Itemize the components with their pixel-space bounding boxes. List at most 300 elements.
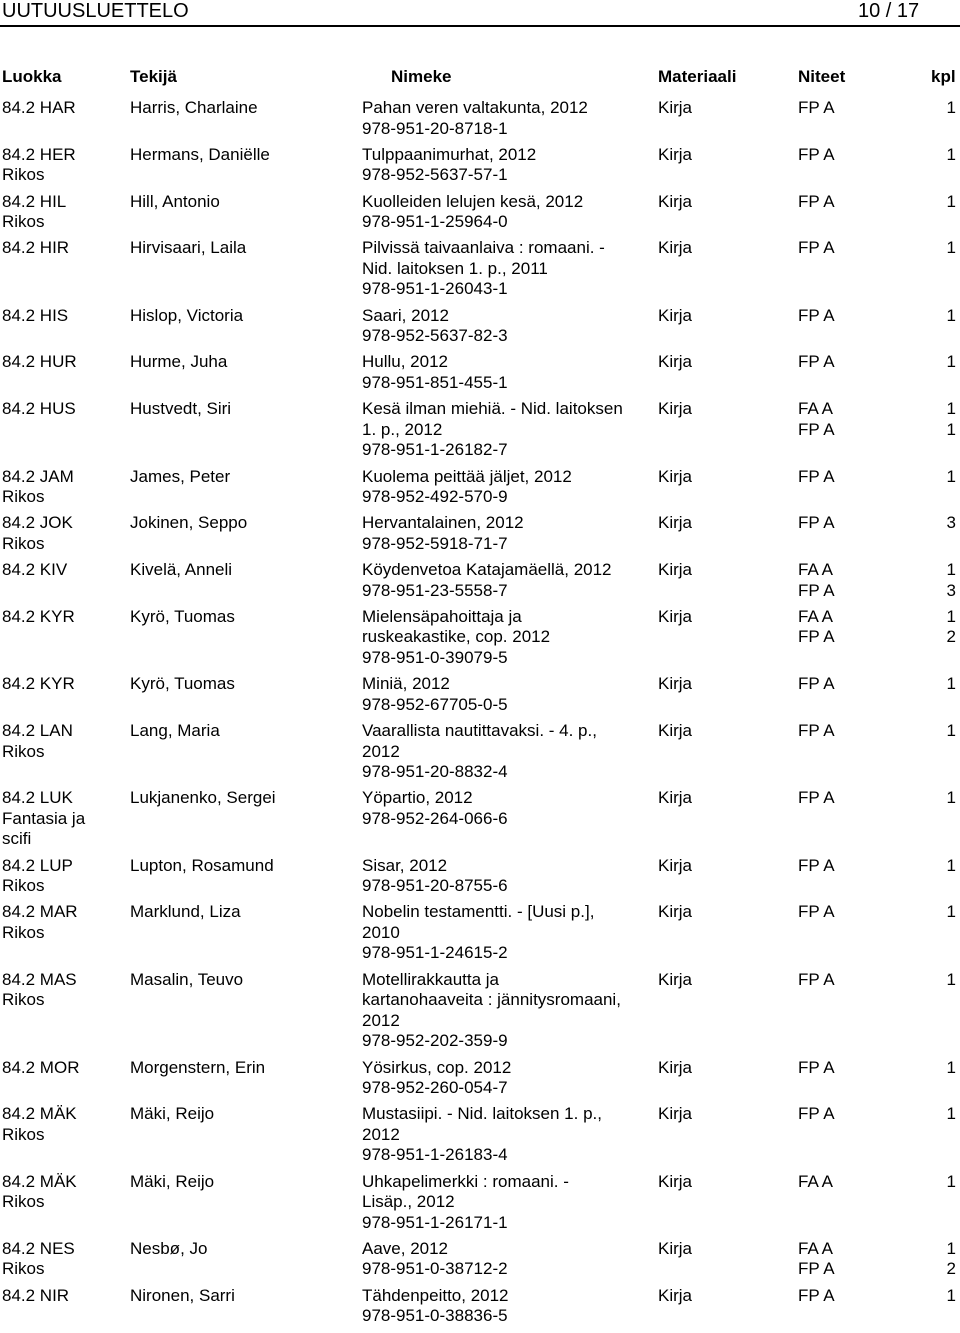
list-item — [0, 970, 960, 1058]
author-cell: Marklund, Liza — [130, 902, 241, 922]
author-cell: Kyrö, Tuomas — [130, 674, 235, 694]
copies-count-cell-line: 3 — [946, 513, 956, 533]
luokka-cell-line: 84.2 HIR — [2, 238, 70, 258]
copies-count-cell-line: 1 — [946, 352, 956, 372]
column-header-tekija: Tekijä — [130, 67, 177, 86]
luokka-cell-line: Rikos — [2, 1192, 45, 1212]
copies-count-cell-line: 1 — [946, 144, 956, 164]
author-cell: Harris, Charlaine — [130, 98, 258, 117]
material-cell: Kirja — [658, 352, 693, 372]
list-item — [0, 352, 960, 399]
copies-count-cell-line: 1 — [946, 674, 956, 694]
copies-location-cell-line: FP A — [798, 513, 835, 533]
title-cell-line: 2012 — [362, 741, 400, 761]
column-header-kpl: kpl — [931, 67, 956, 86]
title-cell-line: 978-951-1-24615-2 — [362, 943, 508, 963]
title-cell-line: Kuolema peittää jäljet, 2012 — [362, 466, 572, 486]
luokka-cell — [2, 560, 127, 581]
luokka-cell-line: Rikos — [2, 741, 45, 761]
copies-location-cell-line: FP A — [798, 466, 835, 486]
title-cell — [362, 306, 654, 347]
copies-count-cell-line: 1 — [946, 560, 956, 580]
luokka-cell-line: 84.2 MOR — [2, 1057, 80, 1077]
copies-count-cell — [920, 1058, 956, 1079]
copies-count-cell-line: 1 — [946, 1171, 956, 1191]
material-cell: Kirja — [658, 902, 693, 922]
copies-count-cell — [920, 674, 956, 695]
luokka-cell — [2, 306, 127, 327]
header-divider — [0, 25, 960, 27]
copies-count-cell — [920, 238, 956, 259]
title-cell — [362, 607, 654, 669]
author-cell: Nesbø, Jo — [130, 1238, 208, 1258]
copies-location-cell — [798, 306, 908, 327]
copies-count-cell — [920, 1239, 956, 1280]
material-cell: Kirja — [658, 238, 693, 258]
author-cell: Masalin, Teuvo — [130, 969, 244, 989]
author-cell: Hislop, Victoria — [130, 305, 244, 325]
title-cell-line: kartanohaaveita : jännitysromaani, — [362, 990, 621, 1010]
luokka-cell — [2, 970, 127, 1011]
copies-location-cell-line: FP A — [798, 855, 835, 875]
luokka-cell-line: Rikos — [2, 212, 45, 232]
copies-count-cell-line: 3 — [946, 580, 956, 600]
list-item — [0, 513, 960, 560]
title-cell-line: Nobelin testamentti. - [Uusi p.], — [362, 902, 595, 922]
copies-count-cell-line: 1 — [946, 1285, 956, 1305]
copies-count-cell — [920, 856, 956, 877]
copies-count-cell-line: 1 — [946, 855, 956, 875]
copies-location-cell-line: FP A — [798, 969, 835, 989]
author-cell: Mäki, Reijo — [130, 1171, 215, 1191]
list-item — [0, 1172, 960, 1239]
luokka-cell-line: 84.2 HIL — [2, 191, 67, 211]
copies-location-cell-line: FP A — [798, 580, 835, 600]
author-cell: Hustvedt, Siri — [130, 399, 232, 419]
author-cell: Mäki, Reijo — [130, 1104, 215, 1124]
page-number: 10 / 17 — [858, 0, 920, 22]
list-item — [0, 238, 960, 305]
luokka-cell-line: Rikos — [2, 990, 45, 1010]
copies-location-cell-line: FP A — [798, 788, 835, 808]
title-cell — [362, 1239, 654, 1280]
copies-location-cell — [798, 145, 908, 166]
material-cell: Kirja — [658, 1238, 693, 1258]
luokka-cell — [2, 1058, 127, 1079]
title-cell-line: Aave, 2012 — [362, 1238, 449, 1258]
list-item — [0, 98, 960, 145]
list-item — [0, 467, 960, 514]
title-cell-line: Yösirkus, cop. 2012 — [362, 1057, 512, 1077]
copies-location-cell — [798, 352, 908, 373]
copies-count-cell — [920, 902, 956, 923]
author-cell: Hermans, Daniëlle — [130, 144, 270, 164]
title-cell-line: 978-951-23-5558-7 — [362, 580, 508, 600]
copies-count-cell — [920, 721, 956, 742]
copies-location-cell-line: FP A — [798, 674, 835, 694]
copies-count-cell-line: 1 — [946, 902, 956, 922]
list-item — [0, 856, 960, 903]
title-cell-line: Vaarallista nautittavaksi. - 4. p., — [362, 721, 597, 741]
title-cell-line: 978-951-0-38836-5 — [362, 1306, 508, 1326]
luokka-cell-line: 84.2 KYR — [2, 606, 75, 626]
title-cell-line: 978-951-1-26182-7 — [362, 440, 508, 460]
luokka-cell — [2, 192, 127, 233]
material-cell: Kirja — [658, 674, 693, 694]
luokka-cell — [2, 1286, 127, 1307]
title-cell — [362, 1286, 654, 1327]
luokka-cell — [2, 607, 127, 628]
copies-location-cell-line: FP A — [798, 902, 835, 922]
luokka-cell — [2, 721, 127, 762]
copies-location-cell-line: FA A — [798, 606, 833, 626]
luokka-cell-line: 84.2 HAR — [2, 98, 76, 117]
copies-count-cell — [920, 607, 956, 648]
title-cell-line: Lisäp., 2012 — [362, 1192, 455, 1212]
title-cell-line: Saari, 2012 — [362, 305, 449, 325]
luokka-cell-line: 84.2 HER — [2, 144, 76, 164]
copies-count-cell-line: 1 — [946, 191, 956, 211]
list-item — [0, 192, 960, 239]
luokka-cell-line: Rikos — [2, 487, 45, 507]
title-cell-line: 2012 — [362, 1124, 400, 1144]
copies-count-cell-line: 1 — [946, 1104, 956, 1124]
title-cell-line: 978-951-1-26171-1 — [362, 1212, 508, 1232]
title-cell — [362, 98, 654, 139]
material-cell: Kirja — [658, 855, 693, 875]
luokka-cell-line: 84.2 MÄK — [2, 1171, 77, 1191]
copies-location-cell-line: FA A — [798, 1171, 833, 1191]
title-cell-line: Sisar, 2012 — [362, 855, 448, 875]
title-cell — [362, 788, 654, 829]
copies-location-cell — [798, 674, 908, 695]
luokka-cell-line: 84.2 HUR — [2, 352, 77, 372]
title-cell-line: 978-952-260-054-7 — [362, 1078, 508, 1098]
title-cell — [362, 674, 654, 715]
page-title: UUTUUSLUETTELO — [2, 0, 189, 22]
copies-location-cell — [798, 560, 908, 601]
copies-count-cell — [920, 970, 956, 991]
copies-location-cell-line: FP A — [798, 1259, 835, 1279]
copies-location-cell — [798, 467, 908, 488]
copies-count-cell — [920, 192, 956, 213]
author-cell: Hurme, Juha — [130, 352, 228, 372]
copies-location-cell — [798, 513, 908, 534]
copies-count-cell-line: 1 — [946, 305, 956, 325]
copies-location-cell-line: FP A — [798, 721, 835, 741]
copies-location-cell-line: FP A — [798, 1057, 835, 1077]
title-cell-line: Hervantalainen, 2012 — [362, 513, 524, 533]
material-cell: Kirja — [658, 399, 693, 419]
material-cell: Kirja — [658, 560, 693, 580]
material-cell: Kirja — [658, 606, 693, 626]
copies-location-cell — [798, 721, 908, 742]
list-item — [0, 788, 960, 855]
material-cell: Kirja — [658, 1104, 693, 1124]
title-cell — [362, 399, 654, 461]
luokka-cell — [2, 1239, 127, 1280]
title-cell — [362, 902, 654, 964]
luokka-cell — [2, 98, 127, 119]
copies-count-cell-line: 1 — [946, 1057, 956, 1077]
author-cell: Hill, Antonio — [130, 191, 220, 211]
luokka-cell — [2, 1172, 127, 1213]
luokka-cell-line: Rikos — [2, 1124, 45, 1144]
list-item — [0, 1239, 960, 1286]
luokka-cell-line: Fantasia ja — [2, 808, 86, 828]
title-cell-line: Hullu, 2012 — [362, 352, 449, 372]
copies-count-cell — [920, 788, 956, 809]
copies-count-cell — [920, 513, 956, 534]
title-cell — [362, 560, 654, 601]
copies-location-cell — [798, 1058, 908, 1079]
material-cell: Kirja — [658, 1285, 693, 1305]
copies-count-cell — [920, 98, 956, 119]
material-cell: Kirja — [658, 305, 693, 325]
luokka-cell — [2, 513, 127, 554]
luokka-cell-line: 84.2 KIV — [2, 560, 68, 580]
copies-location-cell — [798, 1239, 908, 1280]
list-item — [0, 721, 960, 788]
list-item — [0, 145, 960, 192]
copies-count-cell — [920, 467, 956, 488]
title-cell-line: 978-952-202-359-9 — [362, 1031, 508, 1051]
copies-location-cell-line: FA A — [798, 399, 833, 419]
luokka-cell — [2, 352, 127, 373]
copies-location-cell — [798, 1286, 908, 1307]
copies-location-cell — [798, 98, 908, 119]
luokka-cell — [2, 145, 127, 186]
luokka-cell — [2, 902, 127, 943]
luokka-cell-line: Rikos — [2, 922, 45, 942]
author-cell: Hirvisaari, Laila — [130, 238, 247, 258]
title-cell-line: 978-952-492-570-9 — [362, 487, 508, 507]
material-cell: Kirja — [658, 969, 693, 989]
column-header-materiaali: Materiaali — [658, 67, 737, 86]
copies-count-cell-line: 1 — [946, 238, 956, 258]
title-cell — [362, 513, 654, 554]
copies-count-cell — [920, 352, 956, 373]
luokka-cell-line: Rikos — [2, 1259, 45, 1279]
luokka-cell — [2, 674, 127, 695]
title-cell-line: 978-952-5918-71-7 — [362, 533, 508, 553]
copies-location-cell-line: FA A — [798, 1238, 833, 1258]
copies-location-cell-line: FP A — [798, 627, 835, 647]
luokka-cell-line: Rikos — [2, 876, 45, 896]
author-cell: Morgenstern, Erin — [130, 1057, 266, 1077]
luokka-cell — [2, 788, 127, 850]
luokka-cell-line: 84.2 LUP — [2, 855, 73, 875]
luokka-cell-line: 84.2 JAM — [2, 466, 74, 486]
title-cell-line: Yöpartio, 2012 — [362, 788, 473, 808]
title-cell-line: 978-952-67705-0-5 — [362, 694, 508, 714]
title-cell-line: 978-951-20-8718-1 — [362, 118, 508, 138]
luokka-cell — [2, 238, 127, 259]
luokka-cell-line: 84.2 MAR — [2, 902, 78, 922]
material-cell: Kirja — [658, 98, 693, 117]
column-header-niteet: Niteet — [798, 67, 846, 86]
title-cell-line: Kuolleiden lelujen kesä, 2012 — [362, 191, 584, 211]
copies-location-cell-line: FA A — [798, 560, 833, 580]
material-cell: Kirja — [658, 1171, 693, 1191]
material-cell: Kirja — [658, 1057, 693, 1077]
copies-location-cell-line: FP A — [798, 305, 835, 325]
copies-count-cell — [920, 145, 956, 166]
title-cell-line: 978-952-5637-57-1 — [362, 165, 508, 185]
title-cell-line: Pilvissä taivaanlaiva : romaani. - — [362, 238, 605, 258]
copies-count-cell-line: 1 — [946, 399, 956, 419]
list-item — [0, 607, 960, 674]
copies-count-cell — [920, 1286, 956, 1307]
copies-count-cell-line: 1 — [946, 606, 956, 626]
title-cell-line: 978-951-0-38712-2 — [362, 1259, 508, 1279]
material-cell: Kirja — [658, 788, 693, 808]
list-item — [0, 902, 960, 969]
title-cell-line: Kesä ilman miehiä. - Nid. laitoksen — [362, 399, 623, 419]
copies-location-cell-line: FP A — [798, 1285, 835, 1305]
copies-location-cell — [798, 788, 908, 809]
copies-count-cell — [920, 399, 956, 440]
luokka-cell — [2, 856, 127, 897]
copies-count-cell-line: 1 — [946, 721, 956, 741]
title-cell — [362, 467, 654, 508]
author-cell: James, Peter — [130, 466, 231, 486]
title-cell — [362, 1172, 654, 1234]
title-cell-line: Tähdenpeitto, 2012 — [362, 1285, 509, 1305]
title-cell — [362, 856, 654, 897]
material-cell: Kirja — [658, 144, 693, 164]
copies-location-cell — [798, 399, 908, 440]
copies-location-cell-line: FP A — [798, 144, 835, 164]
copies-location-cell-line: FP A — [798, 98, 835, 117]
copies-location-cell — [798, 1104, 908, 1125]
copies-count-cell-line: 2 — [946, 627, 956, 647]
title-cell-line: Mustasiipi. - Nid. laitoksen 1. p., — [362, 1104, 602, 1124]
title-cell — [362, 352, 654, 393]
title-cell-line: Mielensäpahoittaja ja — [362, 606, 522, 626]
title-cell-line: 978-951-0-39079-5 — [362, 647, 508, 667]
luokka-cell-line: scifi — [2, 829, 32, 849]
copies-location-cell — [798, 902, 908, 923]
list-item — [0, 674, 960, 721]
author-cell: Lupton, Rosamund — [130, 855, 274, 875]
catalog-list — [0, 98, 960, 1333]
luokka-cell-line: 84.2 KYR — [2, 674, 75, 694]
title-cell-line: Miniä, 2012 — [362, 674, 450, 694]
luokka-cell — [2, 399, 127, 420]
luokka-cell-line: 84.2 MAS — [2, 969, 77, 989]
material-cell: Kirja — [658, 466, 693, 486]
title-cell-line: Motellirakkautta ja — [362, 969, 500, 989]
copies-location-cell-line: FP A — [798, 1104, 835, 1124]
title-cell — [362, 238, 654, 300]
copies-count-cell-line: 1 — [946, 1238, 956, 1258]
luokka-cell-line: 84.2 MÄK — [2, 1104, 77, 1124]
title-cell-line: 978-952-5637-82-3 — [362, 326, 508, 346]
title-cell-line: 978-952-264-066-6 — [362, 808, 508, 828]
title-cell-line: 978-951-20-8755-6 — [362, 876, 508, 896]
luokka-cell-line: Rikos — [2, 165, 45, 185]
title-cell-line: Pahan veren valtakunta, 2012 — [362, 98, 588, 117]
copies-location-cell — [798, 856, 908, 877]
copies-count-cell — [920, 560, 956, 601]
copies-location-cell-line: FP A — [798, 238, 835, 258]
title-cell-line: ruskeakastike, cop. 2012 — [362, 627, 551, 647]
title-cell — [362, 1104, 654, 1166]
luokka-cell-line: 84.2 HUS — [2, 399, 76, 419]
title-cell-line: 2010 — [362, 922, 400, 942]
copies-location-cell-line: FP A — [798, 352, 835, 372]
title-cell-line: Uhkapelimerkki : romaani. - — [362, 1171, 569, 1191]
author-cell: Nironen, Sarri — [130, 1285, 235, 1305]
author-cell: Jokinen, Seppo — [130, 513, 248, 533]
title-cell-line: 978-951-20-8832-4 — [362, 762, 508, 782]
copies-count-cell — [920, 306, 956, 327]
list-item — [0, 560, 960, 607]
column-header-nimeke: Nimeke — [391, 67, 452, 86]
title-cell-line: 1. p., 2012 — [362, 419, 443, 439]
material-cell: Kirja — [658, 513, 693, 533]
luokka-cell-line: 84.2 JOK — [2, 513, 73, 533]
copies-location-cell — [798, 970, 908, 991]
copies-count-cell-line: 1 — [946, 419, 956, 439]
copies-location-cell-line: FP A — [798, 191, 835, 211]
luokka-cell-line: 84.2 LUK — [2, 788, 73, 808]
author-cell: Kivelä, Anneli — [130, 560, 233, 580]
title-cell-line: Nid. laitoksen 1. p., 2011 — [362, 258, 548, 278]
list-item — [0, 306, 960, 353]
title-cell-line: 978-951-851-455-1 — [362, 372, 508, 392]
list-item — [0, 1286, 960, 1333]
title-cell — [362, 721, 654, 783]
copies-location-cell — [798, 192, 908, 213]
title-cell — [362, 145, 654, 186]
author-cell: Lang, Maria — [130, 721, 220, 741]
copies-count-cell — [920, 1104, 956, 1125]
luokka-cell — [2, 1104, 127, 1145]
title-cell-line: 2012 — [362, 1010, 400, 1030]
copies-count-cell-line: 1 — [946, 969, 956, 989]
luokka-cell-line: 84.2 LAN — [2, 721, 73, 741]
luokka-cell-line: 84.2 HIS — [2, 305, 69, 325]
column-header-luokka: Luokka — [2, 67, 62, 86]
author-cell: Kyrö, Tuomas — [130, 606, 235, 626]
copies-location-cell — [798, 607, 908, 648]
title-cell — [362, 1058, 654, 1099]
title-cell-line: 978-951-1-26183-4 — [362, 1145, 508, 1165]
list-item — [0, 399, 960, 466]
title-cell — [362, 970, 654, 1052]
luokka-cell-line: 84.2 NES — [2, 1238, 75, 1258]
luokka-cell-line: Rikos — [2, 533, 45, 553]
title-cell-line: 978-951-1-25964-0 — [362, 212, 508, 232]
list-item — [0, 1104, 960, 1171]
copies-location-cell — [798, 238, 908, 259]
luokka-cell — [2, 467, 127, 508]
author-cell: Lukjanenko, Sergei — [130, 788, 276, 808]
copies-location-cell — [798, 1172, 908, 1193]
material-cell: Kirja — [658, 721, 693, 741]
copies-location-cell-line: FP A — [798, 419, 835, 439]
material-cell: Kirja — [658, 191, 693, 211]
title-cell-line: Tulppaanimurhat, 2012 — [362, 144, 537, 164]
copies-count-cell-line: 1 — [946, 466, 956, 486]
list-item — [0, 1058, 960, 1105]
luokka-cell-line: 84.2 NIR — [2, 1285, 70, 1305]
title-cell-line: 978-951-1-26043-1 — [362, 279, 508, 299]
title-cell — [362, 192, 654, 233]
title-cell-line: Köydenvetoa Katajamäellä, 2012 — [362, 560, 612, 580]
